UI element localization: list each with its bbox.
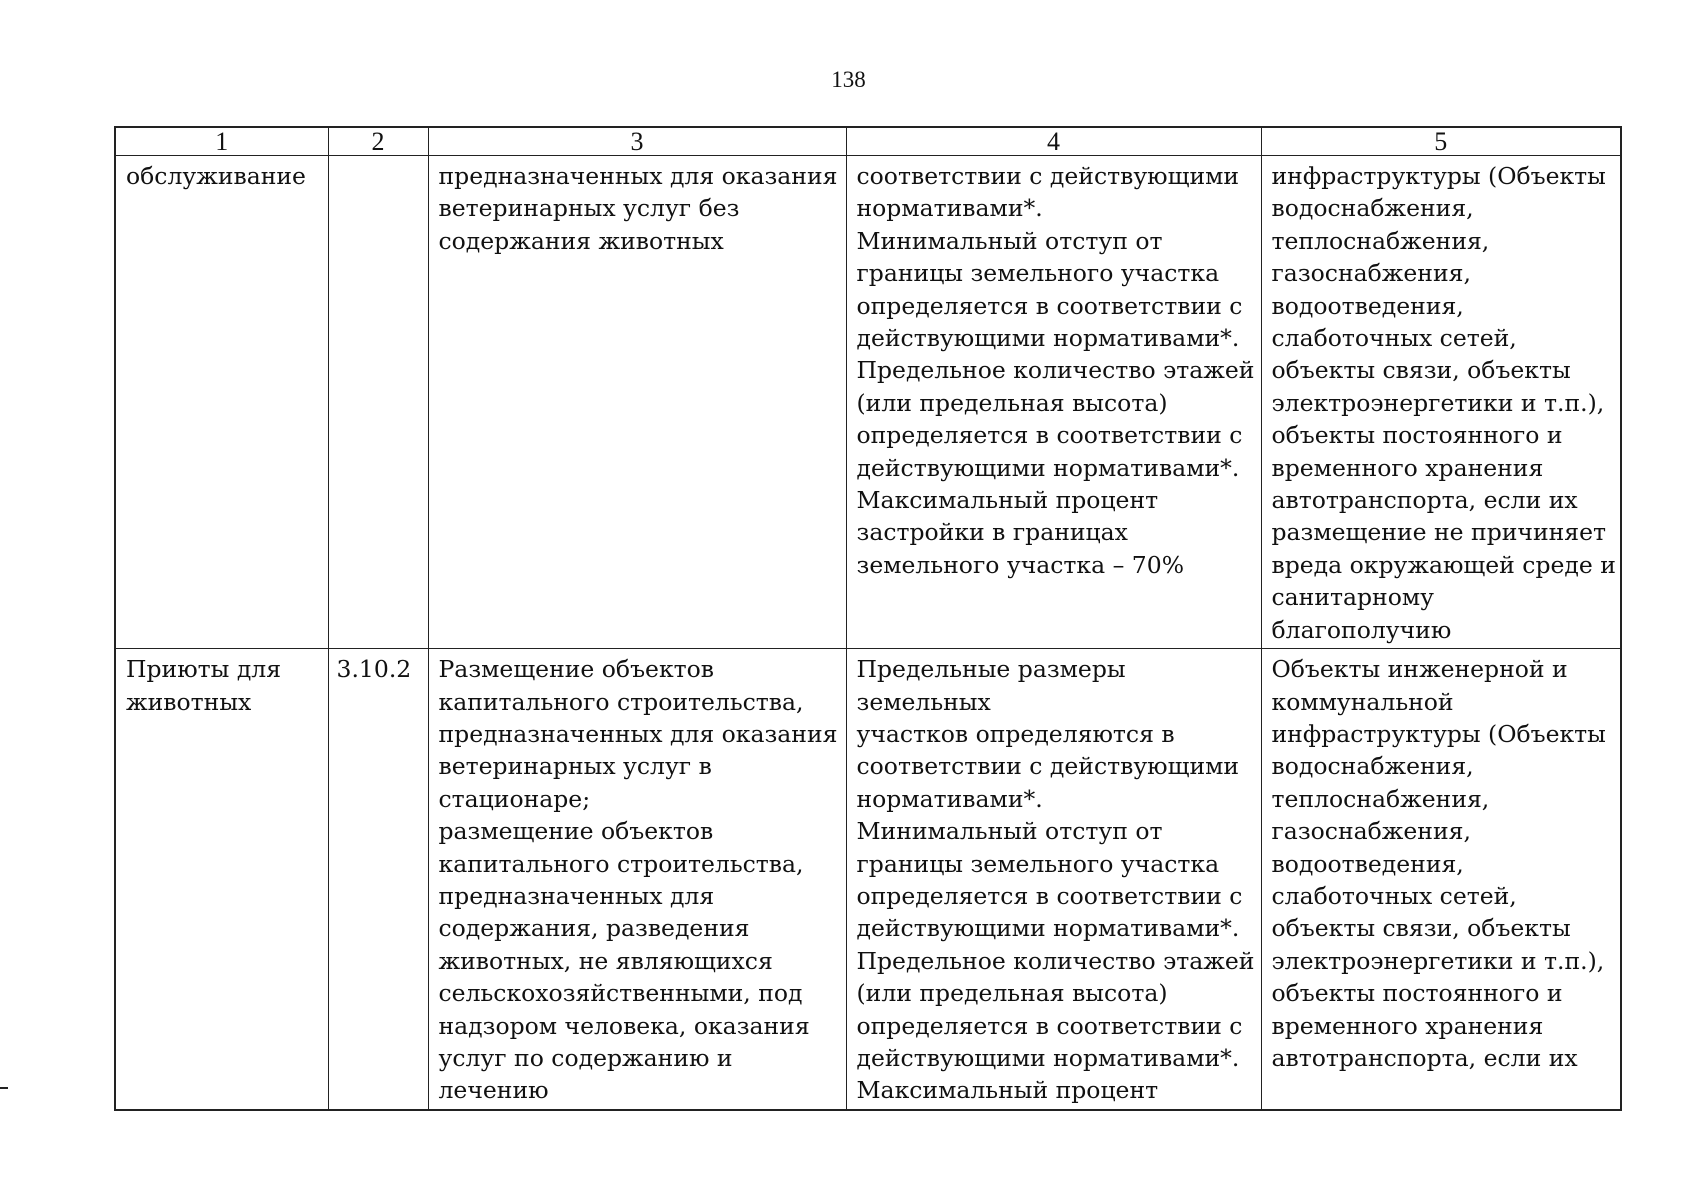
header-row [115, 127, 1621, 156]
land-use-parameters-cell: соответствии с действующими нормативами*. Минимальный отступ от границы земельного участка определяется в соответствии с действующими нормативами*. Предельное количество этажей (или предельная высота) определяется в соответствии с действующими нормативами*. Максимальный процент застройки в границах земельного участка – 70% [846, 156, 1261, 649]
auxiliary-uses-cell: Объекты инженерной и коммунальной инфраструктуры (Объекты водоснабжения, теплоснабжения, газоснабжения, водоотведения, слаботочных сетей, объекты связи, объекты электроэнергетики и т.п.), объекты постоянного и временного хранения автотранспорта, если их [1261, 649, 1621, 1110]
column-header-3: 3 [428, 127, 846, 156]
column-header-1: 1 [115, 127, 328, 156]
column-header-4: 4 [846, 127, 1261, 156]
land-use-name-cell: Приюты для животных [115, 649, 328, 1110]
column-header-2: 2 [328, 127, 428, 156]
auxiliary-uses-cell: инфраструктуры (Объекты водоснабжения, теплоснабжения, газоснабжения, водоотведения, слаботочных сетей, объекты связи, объекты электроэнергетики и т.п.), объекты постоянного и временного хранения автотранспорта, если их размещение не причиняет вреда окружающей среде и санитарному благополучию [1261, 156, 1621, 649]
land-use-parameters-cell: Предельные размеры земельных участков определяются в соответствии с действующими нормативами*. Минимальный отступ от границы земельного участка определяется в соответствии с действующими нормативами*. Предельное количество этажей (или предельная высота) определяется в соответствии с действующими нормативами*. Максимальный процент [846, 649, 1261, 1110]
table-row [115, 649, 1621, 1110]
land-use-code-cell [328, 156, 428, 649]
land-use-description-cell: Размещение объектов капитального строительства, предназначенных для оказания ветеринарных услуг в стационаре; размещение объектов капитального строительства, предназначенных для содержания, разведения животных, не являющихся сельскохозяйственными, под надзором человека, оказания услуг по содержанию и лечению [428, 649, 846, 1110]
table-header [115, 127, 1621, 156]
land-use-description-cell: предназначенных для оказания ветеринарных услуг без содержания животных [428, 156, 846, 649]
table-row [115, 156, 1621, 649]
page-number: 138 [831, 67, 866, 92]
land-use-code-cell: 3.10.2 [328, 649, 428, 1110]
column-header-5: 5 [1261, 127, 1621, 156]
table-body [115, 156, 1621, 1110]
land-use-name-cell: обслуживание [115, 156, 328, 649]
margin-mark [0, 1087, 8, 1089]
land-use-table [114, 126, 1622, 1111]
